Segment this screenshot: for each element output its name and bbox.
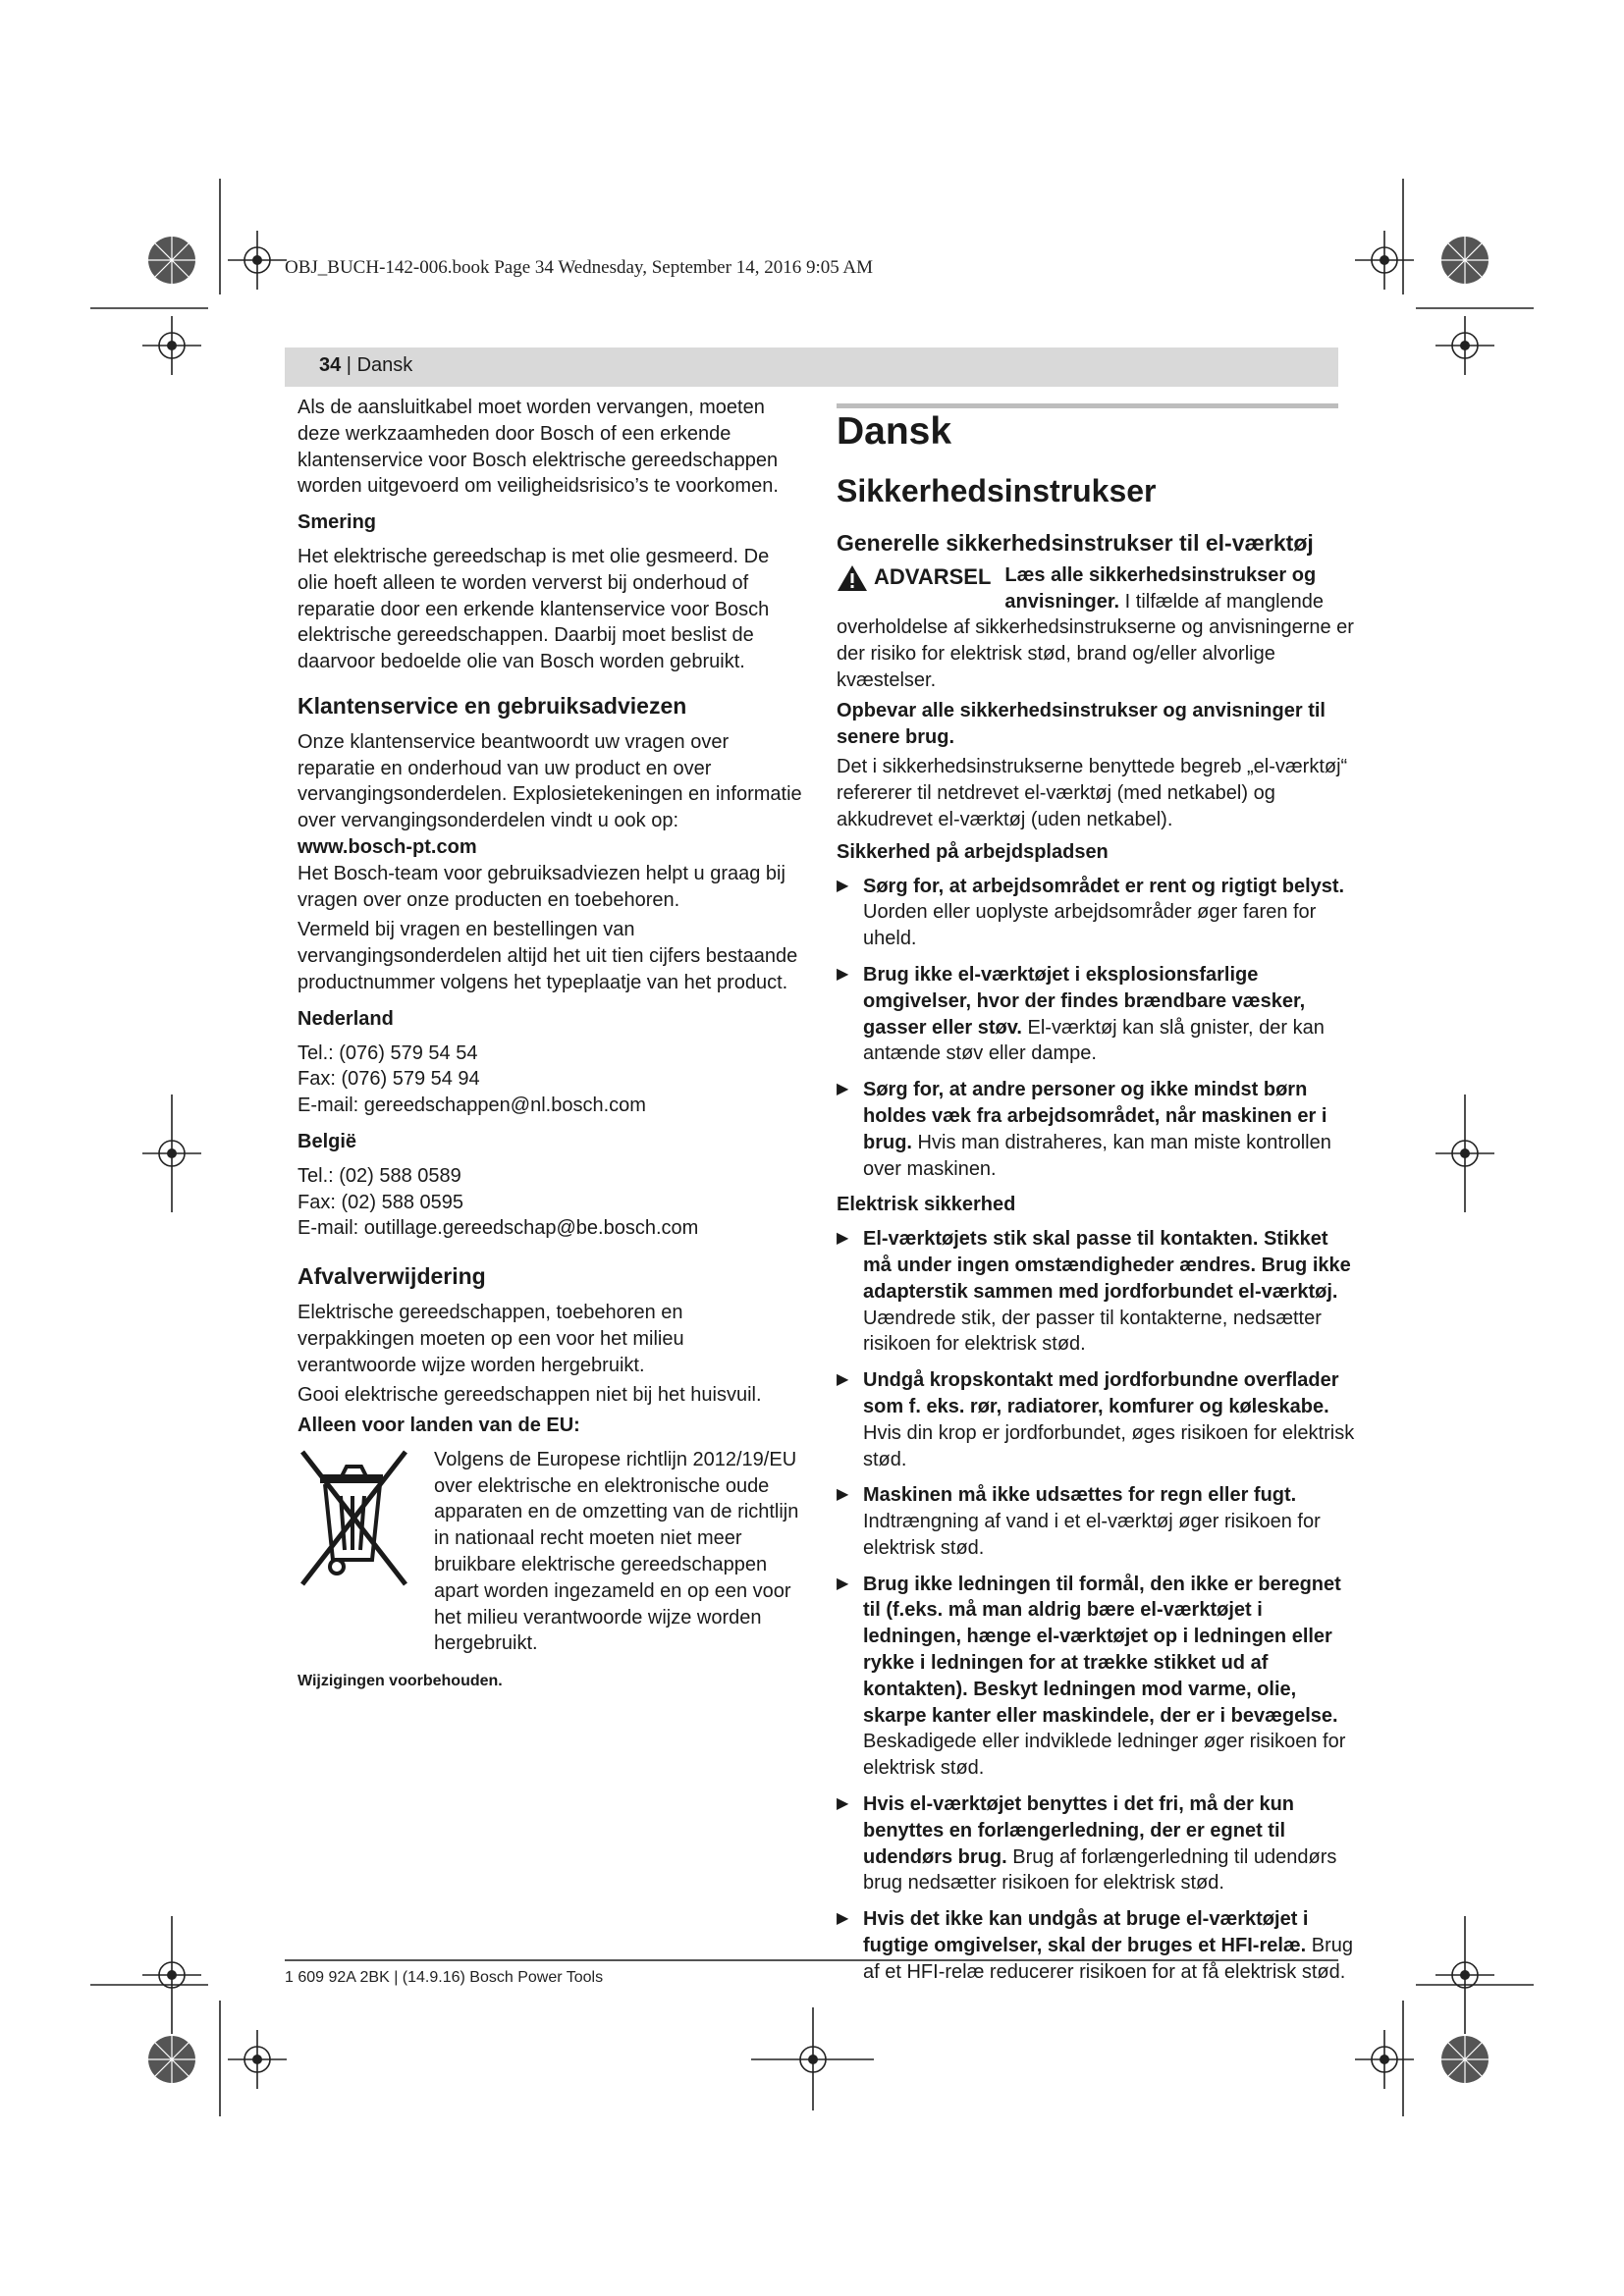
list-item-bold: Undgå kropskontakt med jordforbundne overflader som f. eks. rør, radiatorer, komfurer og køleskabe. bbox=[863, 1369, 1339, 1417]
list-item-text: Hvis man distraheres, kan man miste kontrollen over maskinen. bbox=[863, 1131, 1331, 1180]
warning-triangle-icon bbox=[837, 564, 868, 592]
disposal-heading: Afvalverwijdering bbox=[298, 1263, 486, 1290]
bullet-arrow-icon: ▶ bbox=[837, 1486, 849, 1504]
list-item-text: Indtrængning af vand i et el-værktøj øger risikoen for elektrisk stød. bbox=[863, 1511, 1321, 1559]
smering-heading: Smering bbox=[298, 511, 377, 534]
list-item-text: El-værktøj kan slå gnister, der kan antænde støv eller dampe. bbox=[863, 1016, 1325, 1065]
be-tel: Tel.: (02) 588 0589 bbox=[298, 1164, 461, 1187]
list-item bbox=[837, 1482, 1357, 1561]
elec-list bbox=[837, 1226, 1357, 1986]
list-item bbox=[837, 962, 1357, 1067]
bullet-arrow-icon: ▶ bbox=[837, 1910, 849, 1928]
service-paragraph-3: Vermeld bij vragen en bestellingen van vervangingsonderdelen altijd het uit tien cijfers bestaande productnummer volgens het typeplaatje van het product. bbox=[298, 919, 798, 993]
list-item bbox=[837, 874, 1357, 952]
bullet-arrow-icon: ▶ bbox=[837, 877, 849, 894]
lang-title: Dansk bbox=[837, 410, 952, 453]
be-email[interactable]: E-mail: outillage.gereedschap@be.bosch.com bbox=[298, 1217, 699, 1240]
list-item-text: Hvis din krop er jordforbundet, øges risikoen for elektrisk stød. bbox=[863, 1421, 1355, 1470]
disposal-paragraph-2: Gooi elektrische gereedschappen niet bij het huisvuil. bbox=[298, 1384, 762, 1407]
list-item-bold: Hvis det ikke kan undgås at bruge el-værktøjet i fugtige omgivelser, skal der bruges et HFI-relæ. bbox=[863, 1908, 1309, 1957]
list-item-bold: Sørg for, at arbejdsområdet er rent og rigtigt belyst. bbox=[863, 875, 1345, 897]
eu-heading: Alleen voor landen van de EU: bbox=[298, 1415, 580, 1437]
warning-bold-text: Læs alle sikkerhedsinstrukser og anvisninger. bbox=[1004, 563, 1317, 613]
header-language: Dansk bbox=[356, 354, 413, 376]
list-item bbox=[837, 1367, 1357, 1472]
keep-instructions: Opbevar alle sikkerhedsinstrukser og anvisninger til senere brug. bbox=[837, 699, 1326, 748]
service-heading: Klantenservice en gebruiksadviezen bbox=[298, 692, 687, 719]
crossed-out-wheelie-bin-icon bbox=[298, 1447, 410, 1589]
nl-heading: Nederland bbox=[298, 1007, 394, 1030]
intro-paragraph: Als de aansluitkabel moet worden vervangen, moeten deze werkzaamheden door Bosch of een erkende klantenservice voor Bosch elektrische gereedschappen worden uitgevoerd om veiligheidsrisico’s te voorkomen. bbox=[298, 397, 779, 498]
eu-block bbox=[298, 1447, 803, 1657]
list-item-bold: Maskinen må ikke udsættes for regn eller fugt. bbox=[863, 1484, 1297, 1507]
warning-label-box bbox=[837, 564, 991, 592]
bullet-arrow-icon: ▶ bbox=[837, 1795, 849, 1813]
safety-title: Sikkerhedsinstrukser bbox=[837, 473, 1157, 508]
bullet-arrow-icon: ▶ bbox=[837, 965, 849, 983]
list-item bbox=[837, 1791, 1357, 1896]
page-number: 34 bbox=[319, 354, 342, 376]
left-column bbox=[298, 395, 803, 1695]
list-item-text: Uorden eller uoplyste arbejdsområder øger faren for uheld. bbox=[863, 901, 1317, 950]
service-paragraph-1: Onze klantenservice beantwoordt uw vragen over reparatie en onderhoud van uw product en over vervangingsonderdelen. Explosietekeningen en informatie over vervangingsonderdelen vindt u ook op: bbox=[298, 730, 802, 832]
list-item bbox=[837, 1572, 1357, 1782]
list-item-bold: Brug ikke el-værktøjet i eksplosionsfarlige omgivelser, hvor der findes brændbare væsker, gasser eller støv. bbox=[863, 963, 1306, 1039]
disposal-paragraph-1: Elektrische gereedschappen, toebehoren en verpakkingen moeten op een voor het milieu verantwoorde wijze worden hergebruikt. bbox=[298, 1301, 684, 1376]
smering-paragraph: Het elektrische gereedschap is met olie gesmeerd. De olie hoeft alleen te worden ververst bij onderhoud of reparatie door een erkende klantenservice voor Bosch elektrische gereedschappen. Daarbij moet beslist de daarvoor bedoelde olie van Bosch worden gebruikt. bbox=[298, 545, 770, 673]
list-item-bold: Brug ikke ledningen til formål, den ikke er beregnet til (f.eks. må man aldrig bære el-værktøjet i ledningen, hænge el-værktøjet op i ledningen eller rykke i ledningen for at trække stikket ud af kontakten). Beskyt ledningen mod varme, olie, skarpe kanter eller maskindele, der er i bevægelse. bbox=[863, 1573, 1341, 1727]
nl-fax: Fax: (076) 579 54 94 bbox=[298, 1068, 480, 1091]
page-header bbox=[285, 347, 1338, 387]
warning-paragraph bbox=[837, 562, 1357, 694]
term-paragraph: Det i sikkerhedsinstrukserne benyttede begreb „el-værktøj“ refererer til netdrevet el-værktøj (med netkabel) og akkudrevet el-værktøj (uden netkabel). bbox=[837, 756, 1348, 830]
list-item bbox=[837, 1906, 1357, 1985]
bullet-arrow-icon: ▶ bbox=[837, 1081, 849, 1098]
bullet-arrow-icon: ▶ bbox=[837, 1371, 849, 1389]
section-rule bbox=[837, 403, 1338, 408]
eu-paragraph: Volgens de Europese richtlijn 2012/19/EU over elektrische en elektronische oude apparaten en de omzetting van de richtlijn in nationaal recht moeten niet meer bruikbare elektrische gereedschappen apart worden ingezameld en op een voor het milieu verantwoorde wijze worden hergebruikt. bbox=[434, 1448, 799, 1655]
header-text bbox=[319, 354, 412, 377]
list-item-text: Brug af et HFI-relæ reducerer risikoen for at få elektrisk stød. bbox=[863, 1935, 1354, 1983]
warning-label: ADVARSEL bbox=[874, 564, 992, 590]
bullet-arrow-icon: ▶ bbox=[837, 1230, 849, 1248]
right-column bbox=[837, 410, 1357, 1996]
list-item bbox=[837, 1077, 1357, 1182]
be-fax: Fax: (02) 588 0595 bbox=[298, 1191, 463, 1213]
nl-email[interactable]: E-mail: gereedschappen@nl.bosch.com bbox=[298, 1095, 646, 1117]
be-heading: België bbox=[298, 1130, 357, 1152]
warning-text: I tilfælde af manglende overholdelse af sikkerhedsinstrukserne og anvisningerne er der risiko for elektrisk stød, brand og/eller alvorlige kvæstelser. bbox=[837, 590, 1354, 691]
book-info-line: OBJ_BUCH-142-006.book Page 34 Wednesday, September 14, 2016 9:05 AM bbox=[285, 257, 874, 278]
work-heading: Sikkerhed på arbejdspladsen bbox=[837, 840, 1109, 863]
footer-rule bbox=[285, 1959, 1338, 1961]
list-item-bold: Hvis el-værktøjet benyttes i det fri, må der kun benyttes en forlængerledning, der er egnet til udendørs brug. bbox=[863, 1793, 1295, 1868]
work-list bbox=[837, 874, 1357, 1183]
elec-heading: Elektrisk sikkerhed bbox=[837, 1194, 1016, 1216]
nl-tel: Tel.: (076) 579 54 54 bbox=[298, 1041, 478, 1064]
website-link[interactable]: www.bosch-pt.com bbox=[298, 835, 477, 858]
bullet-arrow-icon: ▶ bbox=[837, 1575, 849, 1592]
list-item-bold: Sørg for, at andre personer og ikke mindst børn holdes væk fra arbejdsområdet, når maskinen er i brug. bbox=[863, 1079, 1327, 1153]
list-item-text: Uændrede stik, der passer til kontakterne, nedsætter risikoen for elektrisk stød. bbox=[863, 1307, 1322, 1356]
footer-text: 1 609 92A 2BK | (14.9.16) Bosch Power Tools bbox=[285, 1969, 604, 1986]
general-title: Generelle sikkerhedsinstrukser til el-værktøj bbox=[837, 530, 1314, 556]
service-paragraph-2: Het Bosch-team voor gebruiksadviezen helpt u graag bij vragen over onze producten en toebehoren. bbox=[298, 862, 785, 911]
list-item-text: Brug af forlængerledning til udendørs brug nedsætter risikoen for elektrisk stød. bbox=[863, 1845, 1337, 1895]
list-item-bold: El-værktøjets stik skal passe til kontakten. Stikket må under ingen omstændigheder ændres. Brug ikke adapterstik sammen med jordforbundet el-værktøj. bbox=[863, 1228, 1351, 1303]
header-separator: | bbox=[341, 354, 357, 376]
list-item-text: Beskadigede eller indviklede ledninger øger risikoen for elektrisk stød. bbox=[863, 1731, 1346, 1780]
list-item bbox=[837, 1226, 1357, 1358]
changes-note: Wijzigingen voorbehouden. bbox=[298, 1673, 503, 1690]
